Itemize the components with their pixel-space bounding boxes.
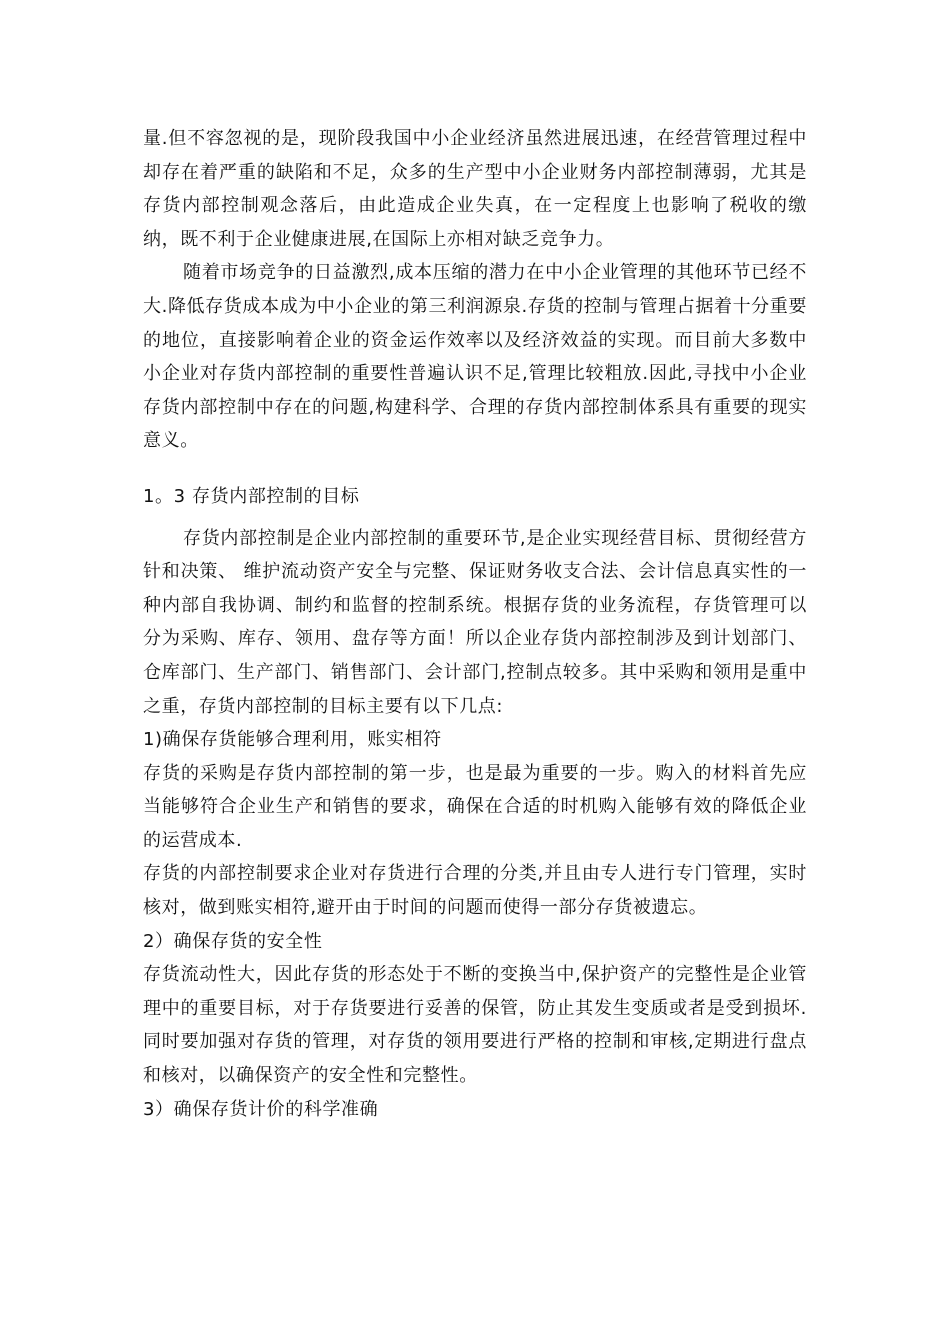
section-intro-paragraph: 存货内部控制是企业内部控制的重要环节,是企业实现经营目标、贯彻经营方针和决策、 维护流动资产安全与完整、保证财务收支合法、会计信息真实性的一种内部自我协调、制约和监督的控制系统。根据存货的业务流程，存货管理可以分为采购、库存、领用、盘存等方面！所以企业存货内部控制涉及到计划部门、仓库部门、生产部门、销售部门、会计部门,控制点较多。其中采购和领用是重中之重，存货内部控制的目标主要有以下几点:: [143, 527, 807, 717]
body-paragraph-2: 随着市场竞争的日益激烈,成本压缩的潜力在中小企业管理的其他环节已经不大.降低存货成本成为中小企业的第三利润源泉.存货的控制与管理占据着十分重要的地位，直接影响着企业的资金运作效率以及经济效益的实现。而目前大多数中小企业对存货内部控制的重要性普遍认识不足,管理比较粗放.因此,寻找中小企业存货内部控制中存在的问题,构建科学、合理的存货内部控制体系具有重要的现实意义。: [143, 262, 807, 452]
item-2-paragraph-1: 存货流动性大，因此存货的形态处于不断的变换当中,保护资产的完整性是企业管理中的重要目标，对于存货要进行妥善的保管，防止其发生变质或者是受到损坏.同时要加强对存货的管理，对存货的领用要进行严格的控制和审核,定期进行盘点和核对，以确保资产的安全性和完整性。: [143, 964, 807, 1087]
document-page: [143, 122, 807, 1126]
item-1-title: 1)确保存货能够合理利用，账实相符: [143, 729, 442, 751]
item-3-title: 3）确保存货计价的科学准确: [143, 1098, 379, 1120]
section-heading: 1。3 存货内部控制的目标: [143, 485, 360, 507]
body-paragraph-1: 量.但不容忽视的是，现阶段我国中小企业经济虽然进展迅速，在经营管理过程中却存在着严重的缺陷和不足，众多的生产型中小企业财务内部控制薄弱，尤其是存货内部控制观念落后，由此造成企业失真，在一定程度上也影响了税收的缴纳，既不利于企业健康进展,在国际上亦相对缺乏竞争力。: [143, 128, 807, 250]
item-2-title: 2）确保存货的安全性: [143, 930, 323, 952]
item-1-paragraph-1: 存货的采购是存货内部控制的第一步，也是最为重要的一步。购入的材料首先应当能够符合企业生产和销售的要求，确保在合适的时机购入能够有效的降低企业的运营成本.: [143, 762, 807, 851]
item-1-paragraph-2: 存货的内部控制要求企业对存货进行合理的分类,并且由专人进行专门管理，实时核对，做到账实相符,避开由于时间的问题而使得一部分存货被遗忘。: [143, 863, 807, 919]
